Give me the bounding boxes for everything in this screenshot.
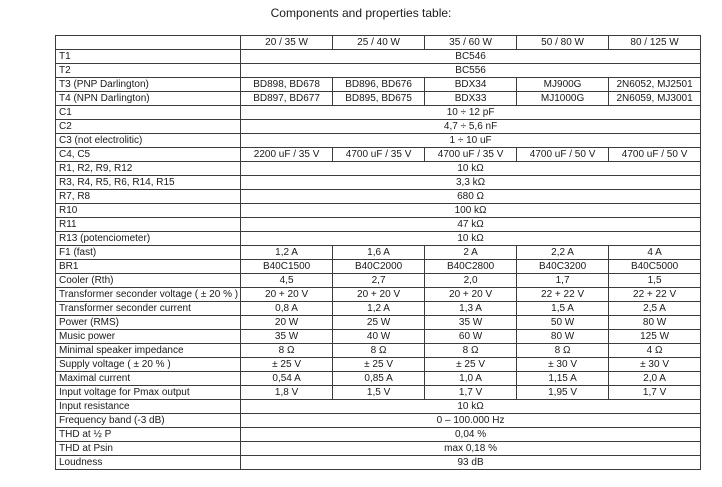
row-label-cell: Cooler (Rth): [56, 274, 241, 288]
value-cell: 40 W: [333, 330, 425, 344]
table-row: [56, 162, 701, 176]
row-label-cell: R3, R4, R5, R6, R14, R15: [56, 176, 241, 190]
table-header: [56, 36, 701, 50]
row-label-cell: Transformer seconder current: [56, 302, 241, 316]
value-cell: 0,8 A: [241, 302, 333, 316]
table-row: [56, 134, 701, 148]
value-cell: 1,15 A: [517, 372, 609, 386]
value-cell: 1,5: [609, 274, 701, 288]
value-cell: 2200 uF / 35 V: [241, 148, 333, 162]
header-cell-empty: [56, 36, 241, 50]
header-cell: 80 / 125 W: [609, 36, 701, 50]
value-cell: 1,6 A: [333, 246, 425, 260]
row-label-cell: Input resistance: [56, 400, 241, 414]
row-label-cell: THD at Psin: [56, 442, 241, 456]
value-cell: 20 W: [241, 316, 333, 330]
value-cell: 1,7 V: [609, 386, 701, 400]
table-row: [56, 176, 701, 190]
header-cell: 20 / 35 W: [241, 36, 333, 50]
row-label-cell: R7, R8: [56, 190, 241, 204]
table-row: [56, 106, 701, 120]
table-row: [56, 204, 701, 218]
row-label-cell: T4 (NPN Darlington): [56, 92, 241, 106]
value-cell: BD898, BD678: [241, 78, 333, 92]
row-label-cell: Supply voltage ( ± 20 % ): [56, 358, 241, 372]
row-label-cell: Frequency band (-3 dB): [56, 414, 241, 428]
value-cell: B40C5000: [609, 260, 701, 274]
table-row: [56, 288, 701, 302]
value-cell: 35 W: [241, 330, 333, 344]
span-value-cell: 0,04 %: [241, 428, 701, 442]
row-label-cell: C2: [56, 120, 241, 134]
value-cell: 20 + 20 V: [425, 288, 517, 302]
page-title: Components and properties table:: [270, 6, 452, 20]
value-cell: 1,7: [517, 274, 609, 288]
value-cell: 1,8 V: [241, 386, 333, 400]
span-value-cell: 10 ÷ 12 pF: [241, 106, 701, 120]
row-label-cell: T2: [56, 64, 241, 78]
table-row: [56, 400, 701, 414]
table-row: [56, 246, 701, 260]
table-row: [56, 260, 701, 274]
value-cell: BD897, BD677: [241, 92, 333, 106]
value-cell: 4 Ω: [609, 344, 701, 358]
table-row: [56, 120, 701, 134]
header-row: [56, 36, 701, 50]
span-value-cell: BC546: [241, 50, 701, 64]
value-cell: 4700 uF / 50 V: [609, 148, 701, 162]
value-cell: 2 A: [425, 246, 517, 260]
span-value-cell: 47 kΩ: [241, 218, 701, 232]
table-row: [56, 92, 701, 106]
value-cell: ± 30 V: [517, 358, 609, 372]
row-label-cell: T3 (PNP Darlington): [56, 78, 241, 92]
value-cell: B40C2000: [333, 260, 425, 274]
value-cell: B40C2800: [425, 260, 517, 274]
value-cell: 1,2 A: [241, 246, 333, 260]
row-label-cell: R1, R2, R9, R12: [56, 162, 241, 176]
row-label-cell: Input voltage for Pmax output: [56, 386, 241, 400]
table-row: [56, 148, 701, 162]
value-cell: 4,5: [241, 274, 333, 288]
table-row: [56, 330, 701, 344]
value-cell: 2,2 A: [517, 246, 609, 260]
row-label-cell: Minimal speaker impedance: [56, 344, 241, 358]
value-cell: 2,0 A: [609, 372, 701, 386]
span-value-cell: 1 ÷ 10 uF: [241, 134, 701, 148]
value-cell: 1,0 A: [425, 372, 517, 386]
row-label-cell: C1: [56, 106, 241, 120]
value-cell: 8 Ω: [333, 344, 425, 358]
table-row: [56, 190, 701, 204]
span-value-cell: 100 kΩ: [241, 204, 701, 218]
table-row: [56, 428, 701, 442]
header-cell: 50 / 80 W: [517, 36, 609, 50]
value-cell: BDX33: [425, 92, 517, 106]
value-cell: BD896, BD676: [333, 78, 425, 92]
value-cell: 20 + 20 V: [241, 288, 333, 302]
value-cell: 2,5 A: [609, 302, 701, 316]
value-cell: 0,85 A: [333, 372, 425, 386]
row-label-cell: Transformer seconder voltage ( ± 20 % ): [56, 288, 241, 302]
value-cell: 2,7: [333, 274, 425, 288]
table-row: [56, 78, 701, 92]
span-value-cell: 4,7 ÷ 5,6 nF: [241, 120, 701, 134]
value-cell: B40C3200: [517, 260, 609, 274]
value-cell: BD895, BD675: [333, 92, 425, 106]
span-value-cell: 93 dB: [241, 456, 701, 470]
span-value-cell: 0 – 100.000 Hz: [241, 414, 701, 428]
value-cell: ± 25 V: [241, 358, 333, 372]
row-label-cell: Music power: [56, 330, 241, 344]
row-label-cell: Power (RMS): [56, 316, 241, 330]
value-cell: 2N6059, MJ3001: [609, 92, 701, 106]
row-label-cell: THD at ½ P: [56, 428, 241, 442]
value-cell: 20 + 20 V: [333, 288, 425, 302]
value-cell: 1,2 A: [333, 302, 425, 316]
table-row: [56, 64, 701, 78]
row-label-cell: R10: [56, 204, 241, 218]
value-cell: 35 W: [425, 316, 517, 330]
value-cell: 2,0: [425, 274, 517, 288]
value-cell: 4700 uF / 50 V: [517, 148, 609, 162]
row-label-cell: F1 (fast): [56, 246, 241, 260]
row-label-cell: T1: [56, 50, 241, 64]
value-cell: ± 25 V: [425, 358, 517, 372]
table-row: [56, 442, 701, 456]
value-cell: MJ900G: [517, 78, 609, 92]
table-row: [56, 344, 701, 358]
value-cell: ± 25 V: [333, 358, 425, 372]
table-row: [56, 302, 701, 316]
table-row: [56, 386, 701, 400]
table-row: [56, 218, 701, 232]
value-cell: 1,5 V: [333, 386, 425, 400]
row-label-cell: R11: [56, 218, 241, 232]
value-cell: B40C1500: [241, 260, 333, 274]
value-cell: 1,7 V: [425, 386, 517, 400]
value-cell: 125 W: [609, 330, 701, 344]
value-cell: 0,54 A: [241, 372, 333, 386]
span-value-cell: 680 Ω: [241, 190, 701, 204]
table-row: [56, 414, 701, 428]
value-cell: ± 30 V: [609, 358, 701, 372]
value-cell: 1,3 A: [425, 302, 517, 316]
value-cell: 22 + 22 V: [517, 288, 609, 302]
value-cell: 1,95 V: [517, 386, 609, 400]
components-table: [55, 35, 701, 470]
row-label-cell: C3 (not electrolitic): [56, 134, 241, 148]
value-cell: 50 W: [517, 316, 609, 330]
value-cell: 22 + 22 V: [609, 288, 701, 302]
header-cell: 35 / 60 W: [425, 36, 517, 50]
table-body: [56, 50, 701, 470]
value-cell: 4 A: [609, 246, 701, 260]
span-value-cell: 10 kΩ: [241, 162, 701, 176]
span-value-cell: BC556: [241, 64, 701, 78]
value-cell: 8 Ω: [517, 344, 609, 358]
table-row: [56, 456, 701, 470]
table-row: [56, 358, 701, 372]
table-row: [56, 274, 701, 288]
span-value-cell: max 0,18 %: [241, 442, 701, 456]
row-label-cell: Maximal current: [56, 372, 241, 386]
table-row: [56, 50, 701, 64]
span-value-cell: 10 kΩ: [241, 232, 701, 246]
value-cell: 1,5 A: [517, 302, 609, 316]
value-cell: 8 Ω: [425, 344, 517, 358]
value-cell: 4700 uF / 35 V: [425, 148, 517, 162]
value-cell: 8 Ω: [241, 344, 333, 358]
span-value-cell: 10 kΩ: [241, 400, 701, 414]
row-label-cell: C4, C5: [56, 148, 241, 162]
value-cell: 4700 uF / 35 V: [333, 148, 425, 162]
span-value-cell: 3,3 kΩ: [241, 176, 701, 190]
value-cell: 2N6052, MJ2501: [609, 78, 701, 92]
value-cell: BDX34: [425, 78, 517, 92]
header-cell: 25 / 40 W: [333, 36, 425, 50]
value-cell: 60 W: [425, 330, 517, 344]
value-cell: 25 W: [333, 316, 425, 330]
row-label-cell: Loudness: [56, 456, 241, 470]
value-cell: MJ1000G: [517, 92, 609, 106]
table-row: [56, 372, 701, 386]
table-row: [56, 232, 701, 246]
row-label-cell: BR1: [56, 260, 241, 274]
row-label-cell: R13 (potenciometer): [56, 232, 241, 246]
value-cell: 80 W: [517, 330, 609, 344]
value-cell: 80 W: [609, 316, 701, 330]
table-row: [56, 316, 701, 330]
